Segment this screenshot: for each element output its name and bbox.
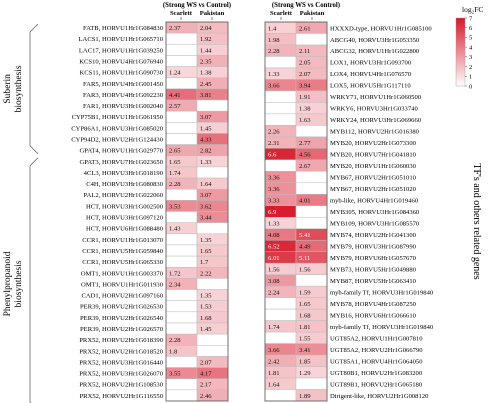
left-cell-value: 3.55 — [169, 370, 181, 378]
left-cell-value: 2.45 — [200, 80, 212, 88]
left-cell-value: 2.28 — [169, 181, 181, 189]
right-gene-label: MYB73, HORVU5Hr1G049880 — [330, 266, 416, 274]
left-cell-value: 3.53 — [169, 203, 181, 211]
right-gene-label: LOX5, HORVU5Hr1G117110 — [330, 82, 411, 90]
left-gene-label: HCT, HORVU3Hr1G002500 — [85, 203, 163, 211]
left-cell — [166, 111, 197, 122]
right-cell — [265, 298, 296, 309]
left-cell-value: 1.65 — [169, 158, 181, 166]
left-cell-value: 1.65 — [200, 247, 212, 255]
left-cell — [166, 379, 197, 390]
right-gene-label: LOX4, HORVU4Hr1G076570 — [330, 71, 412, 79]
right-gene-label: WRKY71, HORVU1Hr1G060500 — [330, 94, 422, 102]
left-cell — [197, 278, 228, 289]
left-cell — [166, 234, 197, 245]
left-col-pakistan-label: Pakistan — [199, 10, 225, 17]
left-cell-value: 3.07 — [200, 114, 212, 122]
right-cell — [265, 309, 296, 320]
left-cell — [166, 245, 197, 256]
left-gene-label: PRX52, HORVU2Hr1G018390 — [79, 337, 163, 345]
group-bracket — [30, 24, 38, 154]
left-cell-value: 1.92 — [200, 36, 212, 44]
left-cell-value: 1.7 — [200, 259, 209, 267]
right-cell-value: 1.85 — [299, 358, 311, 366]
right-cell-value: 4.08 — [268, 231, 280, 239]
right-cell — [265, 102, 296, 113]
legend-tick-label: 4 — [469, 44, 473, 52]
left-cell-value: 2.28 — [169, 337, 181, 345]
legend-tick-label: 0 — [469, 83, 473, 91]
left-gene-label: FATB, HORVU1Hr1G084830 — [83, 25, 163, 33]
left-gene-label: HCT, HORVU6Hr1G088480 — [85, 225, 163, 233]
right-cell-value: 1.56 — [299, 266, 311, 274]
right-cell — [296, 183, 327, 194]
left-cell-value: 2.46 — [200, 392, 212, 400]
right-gene-label: myb-family Tf, HORVU3Hr1G019840 — [330, 289, 434, 297]
right-gene-label: HXXXD-type, HORVU1Hr1G085100 — [330, 25, 432, 33]
left-cell-value: 1.53 — [200, 303, 212, 311]
right-cell — [296, 206, 327, 217]
right-gene-label: UGT85A1, HORVU4Hr1G064050 — [330, 358, 423, 366]
right-cell — [265, 114, 296, 125]
left-gene-label: CAD1, HORVU2Hr1G097160 — [81, 292, 163, 300]
right-col-scarlett-label: Scarlett — [270, 10, 292, 17]
right-cell-value: 5.41 — [299, 231, 311, 239]
right-gene-label: MYB305, HORVU3Hr1G084360 — [330, 209, 420, 217]
right-cell-value: 3.08 — [268, 277, 280, 285]
left-panel-header: (Strong WS vs Control) — [162, 2, 232, 9]
left-cell — [166, 133, 197, 144]
right-cell — [265, 390, 296, 401]
left-cell-value: 3.44 — [200, 214, 212, 222]
right-cell — [296, 217, 327, 228]
left-gene-label: KCS11, HORVU1Hr1G090730 — [79, 69, 163, 77]
right-cell-value: 2.31 — [268, 140, 280, 148]
left-cell — [166, 44, 197, 55]
right-gene-label: MYB79, HORVU3Hr1G087990 — [330, 243, 416, 251]
left-cell-value: 1.68 — [200, 314, 212, 322]
right-gene-label: myb-family Tf, HORVU3Hr1G019840 — [330, 323, 434, 331]
right-cell-value: 1.64 — [268, 381, 280, 389]
left-cell — [197, 345, 228, 356]
left-cell-value: 1.74 — [169, 169, 181, 177]
right-cell-value: 1.33 — [268, 71, 280, 79]
right-cell-value: 1.38 — [299, 105, 311, 113]
right-gene-label: MYB74, HORVU2Hr1G041300 — [330, 231, 416, 239]
right-cell — [265, 91, 296, 102]
left-cell — [166, 78, 197, 89]
left-cell — [166, 356, 197, 367]
left-gene-label: CYP75B1, HORVU1Hr1G061950 — [71, 114, 163, 122]
color-legend — [456, 5, 483, 90]
legend-tick-label: 3 — [469, 54, 473, 62]
right-gene-label: Dirigent-like, HORVU2Hr1G008120 — [330, 392, 429, 400]
right-cell-value: 2.42 — [268, 358, 280, 366]
right-gene-label: MYB20, HORVU1Hr1G060030 — [330, 163, 416, 171]
legend-tick-label: 2 — [469, 63, 473, 71]
right-cell-value: 1.63 — [299, 117, 311, 125]
left-gene-label: FAR1, HORVU3Hr1G002040 — [83, 103, 163, 111]
left-cell — [197, 223, 228, 234]
left-gene-label: CYP86A1, HORVU3Hr1G085020 — [71, 125, 163, 133]
left-cell-value: 2.82 — [200, 147, 212, 155]
left-gene-label: PRX52, HORVU3Hr1G026070 — [79, 370, 163, 378]
left-gene-label: PER39, HORVU2Hr1G026530 — [80, 303, 163, 311]
right-cell — [265, 332, 296, 343]
right-gene-label: MYB87, HORVU5Hr1G063410 — [330, 277, 416, 285]
right-cell-value: 1.74 — [268, 323, 280, 331]
right-cell-value: 3.36 — [268, 186, 280, 194]
left-cell — [166, 312, 197, 323]
right-cell-value: 1.68 — [299, 312, 311, 320]
left-gene-label: FAR3, HORVU4Hr1G092230 — [83, 91, 163, 99]
right-cell-value: 6.52 — [268, 243, 280, 251]
left-cell-value: 4.41 — [169, 91, 181, 99]
left-cell-value: 2.07 — [200, 359, 212, 367]
left-cell-value: 1.8 — [169, 348, 178, 356]
right-cell-value: 2.77 — [299, 140, 311, 148]
left-cell-value: 2.04 — [200, 25, 212, 33]
right-cell-value: 3.36 — [268, 174, 280, 182]
right-cell-value: 2.05 — [299, 59, 311, 67]
right-group-label: TF's and others related genes — [471, 163, 482, 280]
left-gene-label: HCT, HORVU3Hr1G097120 — [85, 214, 163, 222]
left-cell — [197, 334, 228, 345]
left-cell-value: 2.65 — [169, 147, 181, 155]
right-col-pakistan-label: Pakistan — [299, 10, 325, 17]
left-gene-label: C4H, HORVU3Hr1G080830 — [86, 181, 163, 189]
right-cell — [296, 378, 327, 389]
left-cell-value: 1.44 — [200, 47, 212, 55]
right-gene-label: MYB16, HORVU6Hr1G066610 — [330, 312, 416, 320]
left-cell-value: 2.17 — [200, 381, 212, 389]
left-cell-value: 2.57 — [169, 103, 181, 111]
right-heatmap-panel — [265, 22, 434, 401]
right-cell-value: 4.49 — [299, 243, 311, 251]
left-cell — [166, 212, 197, 223]
left-cell — [197, 167, 228, 178]
legend-title: log₂FC — [462, 5, 484, 14]
right-cell-value: 2.11 — [299, 48, 311, 56]
right-gene-label: MYB20, HORVU7Hr1G041810 — [330, 151, 416, 159]
left-gene-label: CCR1, HORVU5Hr1G065330 — [82, 259, 163, 267]
left-cell-value: 1.35 — [200, 236, 212, 244]
left-gene-label: PRX52, HORVU2Hr1G108530 — [79, 381, 163, 389]
right-gene-label: MYB79, HORVU6Hr1G057670 — [330, 254, 416, 262]
group-label-line: biosynthesis — [14, 260, 24, 308]
left-cell-value: 2.37 — [169, 25, 181, 33]
right-cell-value: 1.59 — [299, 289, 311, 297]
right-cell-value: 2.61 — [299, 25, 311, 33]
left-gene-label: PRX52, HORVU2Hr1G116550 — [79, 392, 163, 400]
left-gene-label: GPAT3, HORVU7Hr1G023650 — [79, 158, 163, 166]
right-gene-label: WRKY6, HORVU3Hr1G033740 — [330, 105, 418, 113]
left-gene-label: PAL2, HORVU2Hr1G022060 — [83, 192, 163, 200]
left-heatmap-panel — [71, 22, 228, 401]
right-cell-value: 2.28 — [268, 48, 280, 56]
right-gene-label: UGT85A2, HORVU2Hr1G066790 — [330, 346, 423, 354]
left-gene-label: PRX52, HORVU3Hr1G016440 — [79, 359, 163, 367]
right-panel-header: (Strong WS vs Control) — [271, 2, 341, 9]
left-cell — [166, 189, 197, 200]
left-cell-value: 1.45 — [200, 325, 212, 333]
right-gene-label: ABCG32, HORVU1Hr1G022800 — [330, 48, 420, 56]
right-gene-label: myb-like, HORVU4Hr1G019460 — [330, 197, 419, 205]
legend-tick-label: 5 — [469, 34, 473, 42]
left-gene-label: FAR5, HORVU4Hr1G001450 — [83, 80, 163, 88]
right-gene-label: MYB67, HORVU2Hr1G051020 — [330, 186, 416, 194]
left-cell — [166, 323, 197, 334]
left-gene-label: CYP94D2, HORVU2Hr1G124430 — [71, 136, 163, 144]
group-label-line: Suberin — [3, 74, 13, 104]
left-cell-value: 4.17 — [200, 370, 212, 378]
group-bracket — [30, 158, 38, 403]
left-cell-value: 4.33 — [200, 136, 212, 144]
group-label-line: biosynthesis — [14, 65, 24, 113]
left-cell-value: 1.33 — [200, 158, 212, 166]
right-gene-label: MYB109, HORVU3Hr1G085570 — [330, 220, 420, 228]
right-cell-value: 3.66 — [268, 82, 280, 90]
legend-tick-label: 6 — [469, 25, 473, 33]
left-cell-value: 2.35 — [200, 58, 212, 66]
right-cell-value: 6.6 — [268, 151, 277, 159]
left-col-scarlett-label: Scarlett — [170, 10, 192, 17]
right-gene-label: MYB67, HORVU2Hr1G051010 — [330, 174, 416, 182]
right-cell-value: 1.56 — [268, 266, 280, 274]
left-cell-value: 1.43 — [169, 225, 181, 233]
right-cell-value: 1.29 — [299, 369, 311, 377]
left-cell-value: 1.64 — [200, 181, 212, 189]
left-cell-value: 3.07 — [200, 192, 212, 200]
right-cell-value: 1.98 — [268, 36, 280, 44]
right-cell-value: 6.01 — [268, 254, 280, 262]
legend-tick-label: 1 — [469, 73, 473, 81]
left-cell — [166, 256, 197, 267]
right-cell — [296, 171, 327, 182]
left-cell-value: 3.62 — [200, 203, 212, 211]
right-gene-label: MYB78, HORVU4Hr1G087250 — [330, 300, 416, 308]
right-gene-label: UGT89B1, HORVU2Hr1G065180 — [330, 381, 423, 389]
right-cell-value: 2.67 — [299, 163, 311, 171]
left-gene-label: KCS10, HORVU4Hr1G076940 — [79, 58, 163, 66]
right-cell-value: 3.41 — [299, 346, 311, 354]
right-cell-value: 3.94 — [299, 82, 311, 90]
right-gene-label: LOX1, HORVU3Hr1G093700 — [330, 59, 412, 67]
left-cell — [166, 55, 197, 66]
right-gene-label: MYB20, HORVU2Hr1G073300 — [330, 140, 416, 148]
right-cell — [296, 125, 327, 136]
right-cell-value: 1.4 — [268, 25, 277, 33]
right-cell-value: 3.33 — [268, 197, 280, 205]
left-cell — [166, 390, 197, 401]
right-cell-value: 1.91 — [299, 94, 311, 102]
left-cell-value: 1.45 — [200, 125, 212, 133]
left-gene-label: OMT1, HORVU1Hr1G003370 — [80, 270, 163, 278]
right-cell-value: 4.56 — [299, 151, 311, 159]
left-cell-value: 1.35 — [200, 292, 212, 300]
left-gene-label: CCR1, HORVU5Hr1G059840 — [82, 247, 163, 255]
right-gene-label: ABCG40, HORVU3Hr1G053350 — [330, 36, 420, 44]
group-label-line: Phenylpropanoid — [3, 251, 13, 317]
right-gene-label: MYB112, HORVU2Hr1G016380 — [330, 128, 419, 136]
right-cell-value: 1.81 — [268, 369, 280, 377]
right-cell — [265, 56, 296, 67]
right-cell-value: 6.9 — [268, 209, 277, 217]
right-cell-value: 1.65 — [299, 300, 311, 308]
left-gene-label: GPAT4, HORVU1Hr1G029770 — [79, 147, 163, 155]
left-cell-value: 2.34 — [169, 281, 181, 289]
right-cell-value: 4.01 — [299, 197, 311, 205]
left-cell — [166, 301, 197, 312]
left-gene-label: CCR1, HORVU1Hr1G013070 — [82, 236, 163, 244]
left-gene-label: 4CL3, HORVU3Hr1G018190 — [83, 169, 163, 177]
left-gene-label: LACS1, HORVU1Hr1G065710 — [78, 36, 163, 44]
right-cell-value: 1.89 — [299, 392, 311, 400]
left-cell-value: 1.38 — [200, 69, 212, 77]
left-cell — [166, 122, 197, 133]
right-cell-value: 1.55 — [299, 335, 311, 343]
right-cell-value: 2.07 — [299, 71, 311, 79]
legend-tick-label: 7 — [469, 15, 473, 23]
right-cell — [265, 160, 296, 171]
right-cell-value: 5.11 — [299, 254, 311, 262]
left-gene-label: OMT1, HORVU1Hr1G011930 — [80, 281, 163, 289]
right-cell — [296, 33, 327, 44]
right-cell-value: 2.24 — [268, 289, 280, 297]
right-cell-value: 1.81 — [299, 323, 311, 331]
left-cell-value: 2.22 — [200, 270, 212, 278]
legend-color-bar — [456, 18, 465, 86]
left-cell — [166, 290, 197, 301]
left-group-brackets — [3, 24, 38, 403]
left-cell-value: 1.72 — [169, 270, 181, 278]
right-gene-label: UGT85A2, HORVU1Hr1G007810 — [330, 335, 423, 343]
right-gene-label: UGT80B1, HORVU2Hr1G083200 — [330, 369, 423, 377]
left-gene-label: PER39, HORVU2Hr1G026570 — [80, 325, 163, 333]
left-gene-label: PER39, HORVU2Hr1G026540 — [80, 314, 163, 322]
left-gene-label: PRX52, HORVU2Hr1G018520 — [79, 348, 163, 356]
right-cell-value: 3.66 — [268, 346, 280, 354]
right-cell — [296, 275, 327, 286]
right-cell-value: 1.33 — [268, 220, 280, 228]
left-cell — [166, 33, 197, 44]
left-cell-value: 1.24 — [169, 69, 181, 77]
left-cell — [197, 100, 228, 111]
right-cell-value: 2.26 — [268, 128, 280, 136]
right-gene-label: WRKY24, HORVU3Hr1G069660 — [330, 117, 422, 125]
left-gene-label: LAC17, HORVU1Hr1G039250 — [78, 47, 163, 55]
left-cell-value: 3.81 — [200, 91, 212, 99]
